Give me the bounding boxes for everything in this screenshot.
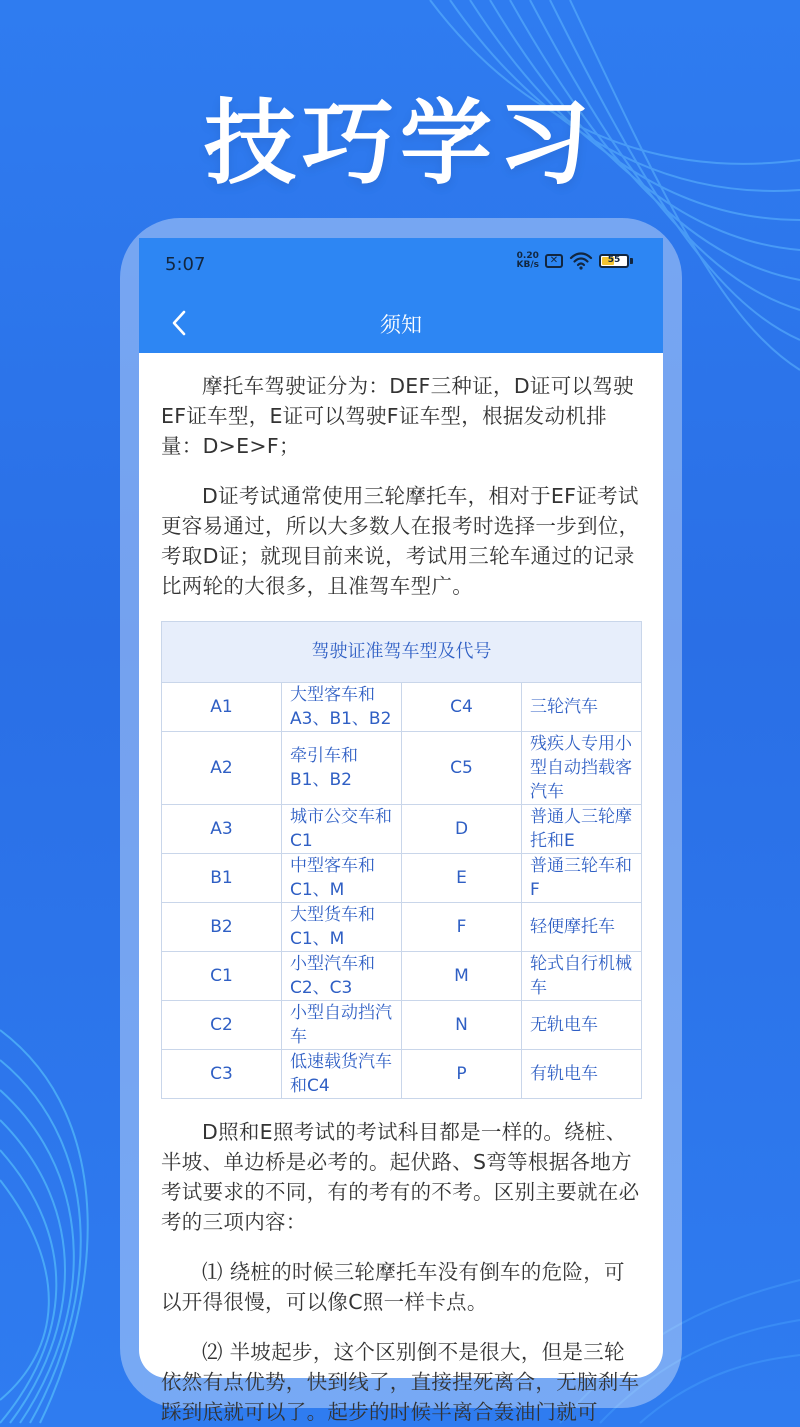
license-desc: 三轮汽车 (522, 683, 642, 732)
license-code: F (402, 903, 522, 952)
wifi-icon (569, 252, 593, 270)
table-row (162, 903, 642, 952)
license-code: B1 (162, 854, 282, 903)
no-sim-icon: ✕ (545, 254, 563, 268)
license-desc: 普通三轮车和F (522, 854, 642, 903)
license-desc: 轻便摩托车 (522, 903, 642, 952)
article-paragraph: ⑵ 半坡起步，这个区别倒不是很大，但是三轮依然有点优势，快到线了，直接捏死离合，无脑刹车踩到底就可以了。起步的时候半离合轰油门就可 (161, 1340, 640, 1424)
license-class-table (161, 621, 642, 1099)
battery-tip (630, 258, 633, 264)
license-desc: 大型货车和C1、M (282, 903, 402, 952)
license-code: C2 (162, 1001, 282, 1050)
article-paragraph: 摩托车驾驶证分为：DEF三种证，D证可以驾驶EF证车型，E证可以驾驶F证车型，根据发动机排量：D>E>F； (161, 374, 634, 458)
license-desc: 小型汽车和C2、C3 (282, 952, 402, 1001)
article-paragraph: D照和E照考试的考试科目都是一样的。绕桩、半坡、单边桥是必考的。起伏路、S弯等根据各地方考试要求的不同，有的考有的不考。区别主要就在必考的三项内容： (161, 1120, 640, 1234)
article-content (139, 353, 663, 1427)
nav-title: 须知 (380, 313, 422, 337)
license-desc: 低速载货汽车和C4 (282, 1050, 402, 1099)
license-desc: 有轨电车 (522, 1050, 642, 1099)
network-speed-unit: KB/s (516, 260, 539, 270)
license-desc: 残疾人专用小型自动挡载客汽车 (522, 732, 642, 805)
license-desc: 小型自动挡汽车 (282, 1001, 402, 1050)
nav-bar (139, 293, 663, 353)
table-title: 驾驶证准驾车型及代号 (162, 622, 642, 683)
license-desc: 城市公交车和C1 (282, 805, 402, 854)
phone-screen (139, 238, 663, 1424)
status-time: 5:07 (165, 254, 206, 275)
license-desc: 中型客车和C1、M (282, 854, 402, 903)
license-code: N (402, 1001, 522, 1050)
table-row (162, 732, 642, 805)
license-code: C1 (162, 952, 282, 1001)
license-code: M (402, 952, 522, 1001)
license-desc: 轮式自行机械车 (522, 952, 642, 1001)
table-row (162, 1001, 642, 1050)
promo-title: 技巧学习 (203, 90, 596, 197)
table-row (162, 952, 642, 1001)
article-paragraph: ⑴ 绕桩的时候三轮摩托车没有倒车的危险，可以开得很慢，可以像C照一样卡点。 (161, 1260, 625, 1314)
table-row (162, 683, 642, 732)
license-code: B2 (162, 903, 282, 952)
license-desc: 大型客车和A3、B1、B2 (282, 683, 402, 732)
app-header (139, 238, 663, 353)
table-row (162, 805, 642, 854)
table-row (162, 1050, 642, 1099)
license-desc: 牵引车和B1、B2 (282, 732, 402, 805)
license-desc: 无轨电车 (522, 1001, 642, 1050)
battery-percent: 55 (607, 255, 621, 265)
network-speed-value: 0.20 (516, 251, 539, 261)
table-row (162, 854, 642, 903)
status-bar (139, 238, 663, 293)
license-code: C4 (402, 683, 522, 732)
license-code: P (402, 1050, 522, 1099)
network-speed (517, 252, 539, 270)
license-code: A1 (162, 683, 282, 732)
license-desc: 普通人三轮摩托和E (522, 805, 642, 854)
license-code: A3 (162, 805, 282, 854)
article-paragraph: D证考试通常使用三轮摩托车，相对于EF证考试更容易通过，所以大多数人在报考时选择一步到位，考取D证；就现目前来说，考试用三轮车通过的记录比两轮的大很多，且准驾车型广。 (161, 484, 640, 598)
license-code: E (402, 854, 522, 903)
license-code: C3 (162, 1050, 282, 1099)
license-code: C5 (402, 732, 522, 805)
battery-icon (599, 254, 629, 268)
license-code: D (402, 805, 522, 854)
license-code: A2 (162, 732, 282, 805)
status-icons (517, 252, 633, 270)
